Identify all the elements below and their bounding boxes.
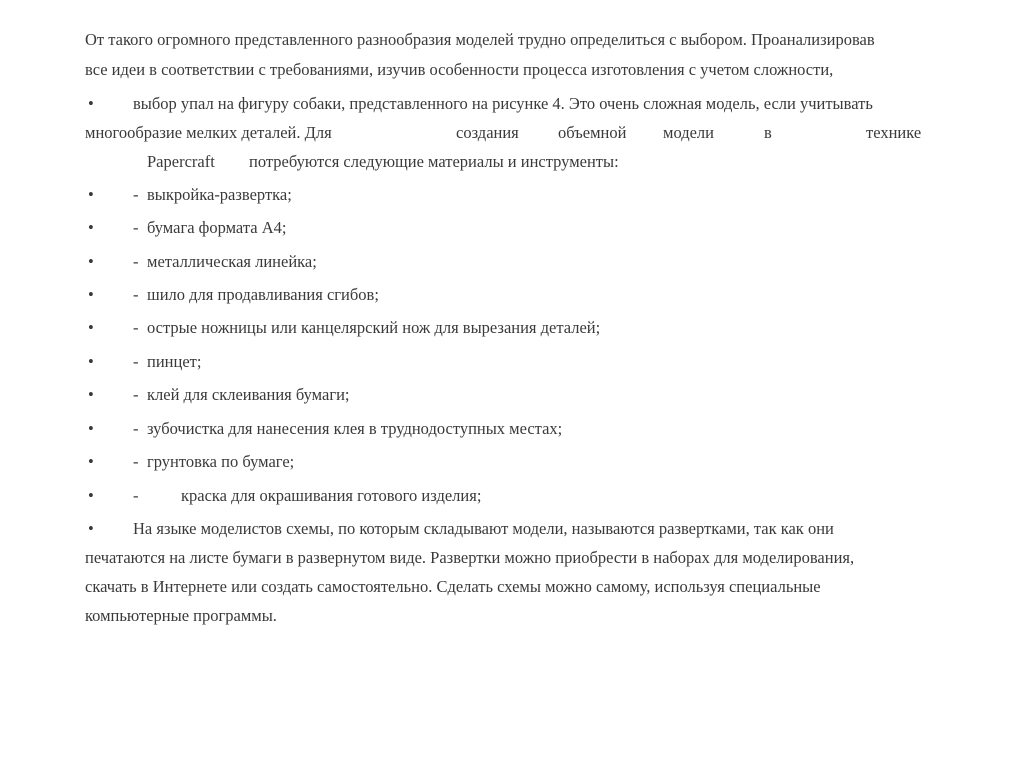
choice-line-2-word-6: технике — [866, 123, 922, 142]
closing-line-3: скачать в Интернете или создать самостоятельно. Сделать схемы можно самому, используя специальные — [85, 577, 821, 596]
bullet-icon: • — [88, 218, 94, 237]
material-text: зубочистка для нанесения клея в труднодоступных местах; — [147, 419, 563, 438]
closing-line-1: На языке моделистов схемы, по которым складывают модели, называются развертками, так как они — [133, 519, 834, 538]
bullet-icon: • — [88, 519, 94, 538]
dash: - — [133, 218, 139, 237]
choice-line-3-term: Papercraft — [147, 152, 215, 171]
intro-line-1: От такого огромного представленного разнообразия моделей трудно определиться с выбором. Проанализировав — [85, 30, 875, 49]
choice-line-2-word-2: создания — [456, 123, 519, 142]
bullet-icon: • — [88, 486, 94, 505]
dash: - — [133, 486, 139, 505]
material-text: клей для склеивания бумаги; — [147, 385, 350, 404]
material-text: грунтовка по бумаге; — [147, 452, 295, 471]
intro-line-2: все идеи в соответствии с требованиями, изучив особенности процесса изготовления с учетом сложности, — [85, 60, 834, 79]
bullet-icon: • — [88, 452, 94, 471]
material-text: пинцет; — [147, 352, 202, 371]
dash: - — [133, 252, 139, 271]
choice-line-3-text: потребуются следующие материалы и инструменты: — [249, 152, 619, 171]
choice-line-2-word-1: многообразие мелких деталей. Для — [85, 123, 332, 142]
choice-line-2-word-3: объемной — [558, 123, 627, 142]
bullet-icon: • — [88, 385, 94, 404]
closing-line-4: компьютерные программы. — [85, 606, 277, 625]
material-text: краска для окрашивания готового изделия; — [181, 486, 482, 505]
choice-line-2-word-5: в — [764, 123, 772, 142]
bullet-icon: • — [88, 318, 94, 337]
dash: - — [133, 452, 139, 471]
closing-line-2: печатаются на листе бумаги в развернутом виде. Развертки можно приобрести в наборах для моделирования, — [85, 548, 855, 567]
bullet-icon: • — [88, 419, 94, 438]
bullet-icon: • — [88, 285, 94, 304]
material-text: шило для продавливания сгибов; — [147, 285, 379, 304]
bullet-icon: • — [88, 252, 94, 271]
material-text: бумага формата А4; — [147, 218, 287, 237]
bullet-icon: • — [88, 185, 94, 204]
material-text: острые ножницы или канцелярский нож для вырезания деталей; — [147, 318, 601, 337]
bullet-icon: • — [88, 94, 94, 113]
dash: - — [133, 318, 139, 337]
bullet-icon: • — [88, 352, 94, 371]
material-text: выкройка-развертка; — [147, 185, 292, 204]
choice-line-1: выбор упал на фигуру собаки, представленного на рисунке 4. Это очень сложная модель, если учитывать — [133, 94, 873, 113]
choice-line-2-word-4: модели — [663, 123, 714, 142]
dash: - — [133, 185, 139, 204]
material-text: металлическая линейка; — [147, 252, 317, 271]
dash: - — [133, 385, 139, 404]
dash: - — [133, 419, 139, 438]
dash: - — [133, 285, 139, 304]
dash: - — [133, 352, 139, 371]
